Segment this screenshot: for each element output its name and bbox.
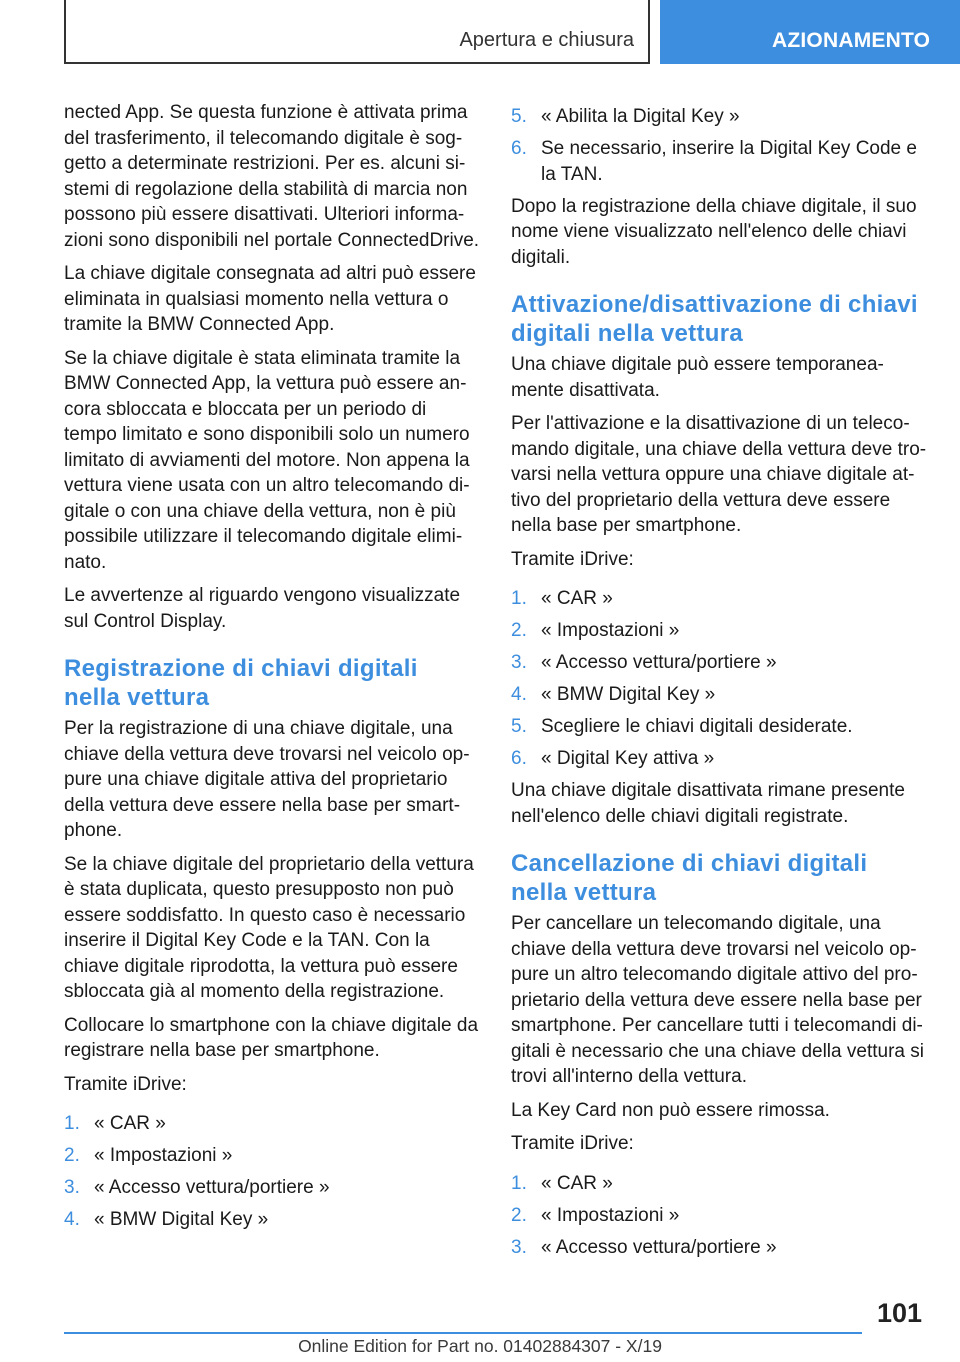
paragraph: Per la registrazione di una chiave digitale, una chiave della vettura deve trovarsi nel veicolo oppure una chiave digitale attiva del proprietario della vettura deve essere nella base per smartphone. [64,718,470,841]
right-column [511,100,929,1267]
step-number: 3. [511,1236,527,1258]
paragraph: Una chiave digitale disattivata rimane presente nell'elenco delle chiavi digitali registrate. [511,780,905,827]
list-item [511,1171,929,1197]
list-item [511,1235,929,1261]
step-text: « CAR » [94,1113,166,1134]
step-number: 3. [511,652,527,673]
step-text: « BMW Digital Key » [541,684,716,705]
step-text: « CAR » [541,1172,613,1194]
paragraph: Tramite iDrive: [511,1133,634,1154]
paragraph: La chiave digitale consegnata ad altri può essere eliminata in qualsiasi momento nella vettura o tramite la BMW Connected App. [64,263,476,335]
step-number: 2. [511,620,527,641]
step-text: « Impostazioni » [541,1204,680,1226]
step-number: 2. [64,1145,80,1166]
paragraph: Per cancellare un telecomando digitale, una chiave della vettura deve trovarsi nel veicolo oppure un altro telecomando digitale attivo del proprietario della vettura deve essere nella base per smartphone. Per cancellare tutti i telecomandi digitali è necessario che una chiave della vettura si trovi all'interno della vettura. [511,913,924,1087]
step-text: « Accesso vettura/portiere » [541,1236,777,1258]
step-number: 1. [511,1172,527,1194]
list-item [511,714,929,740]
left-column [64,100,480,1239]
list-item [511,586,929,612]
heading-deletion: Cancellazione di chiavi digitali nella vettura [511,850,868,906]
paragraph: Tramite iDrive: [511,548,634,570]
list-item [511,136,929,187]
footer-divider [64,1332,862,1334]
step-text: « BMW Digital Key » [94,1209,269,1230]
step-text: « Accesso vettura/portiere » [541,652,777,673]
paragraph: Per l'attivazione e la disattivazione di un telecomando digitale, una chiave della vettura deve trovarsi nella vettura oppure una chiave digitale attivo del proprietario della vettura deve essere nella base per smartphone. [511,413,927,536]
step-list [511,104,929,187]
step-text: « CAR » [541,588,613,609]
step-number: 4. [64,1209,80,1230]
step-list [511,586,929,772]
page-number: 101 [876,1298,922,1328]
step-number: 2. [511,1204,527,1226]
paragraph: Se la chiave digitale del proprietario della vettura è stata duplicata, questo presupposto non può essere soddisfatto. In questo caso è necessario inserire il Digital Key Code e la TAN. Con la chiave digitale riprodotta, la vettura può essere sbloccata già al momento della registrazione. [64,853,474,1002]
list-item [511,104,929,130]
step-number: 5. [511,106,527,127]
step-number: 1. [511,588,527,609]
step-number: 3. [64,1177,80,1198]
paragraph: La Key Card non può essere rimossa. [511,1099,830,1121]
list-item [511,650,929,676]
list-item [64,1143,480,1169]
step-list [511,1171,929,1261]
step-number: 4. [511,684,527,705]
step-text: « Digital Key attiva » [541,748,715,769]
list-item [511,682,929,708]
paragraph: nected App. Se questa funzione è attivata prima del trasferimento, il telecomando digitale è soggetto a determinate restrizioni. Per es. alcuni sistemi di regolazione della stabilità di marcia non possono più essere disattivati. Ulteriori informazioni sono disponibili nel portale ConnectedDrive. [64,102,480,251]
step-text: « Accesso vettura/portiere » [94,1177,330,1198]
list-item [64,1207,480,1233]
step-number: 1. [64,1113,80,1134]
list-item [64,1175,480,1201]
step-text: « Impostazioni » [541,620,680,641]
list-item [64,1111,480,1137]
step-number: 6. [511,748,527,769]
paragraph: Tramite iDrive: [64,1073,187,1095]
step-text: « Abilita la Digital Key » [541,106,740,127]
paragraph: Collocare lo smartphone con la chiave digitale da registrare nella base per smartphone. [64,1014,479,1061]
section-title: Apertura e chiusura [459,29,634,51]
paragraph: Dopo la registrazione della chiave digitale, il suo nome viene visualizzato nell'elenco delle chiavi digitali. [511,195,917,268]
step-number: 6. [511,138,527,159]
step-text: Scegliere le chiavi digitali desiderate. [541,716,853,737]
chapter-tab: AZIONAMENTO [660,0,960,64]
heading-activation: Attivazione/disattivazione di chiavi digitali nella vettura [511,291,918,347]
list-item [511,746,929,772]
paragraph: Se la chiave digitale è stata eliminata tramite la BMW Connected App, la vettura può essere ancora sbloccata e bloccata per un periodo di tempo limitato e sono disponibili solo un numero limitato di avviamenti del motore. Non appena la vettura viene usata con un altro telecomando digitale o con una chiave della vettura, non è più possibile utilizzare il telecomando digitale eliminato. [64,347,470,573]
paragraph: Le avvertenze al riguardo vengono visualizzate sul Control Display. [64,585,461,632]
heading-registration: Registrazione di chiavi digitali nella vettura [64,655,418,711]
step-text: Se necessario, inserire la Digital Key Code e la TAN. [541,138,917,185]
edition-text: Online Edition for Part no. 01402884307 - X/19 [298,1336,662,1356]
step-list [64,1111,480,1233]
header-frame [64,0,650,64]
step-text: « Impostazioni » [94,1145,233,1166]
step-number: 5. [511,716,527,737]
paragraph: Una chiave digitale può essere temporaneamente disattivata. [511,354,884,401]
list-item [511,618,929,644]
list-item [511,1203,929,1229]
